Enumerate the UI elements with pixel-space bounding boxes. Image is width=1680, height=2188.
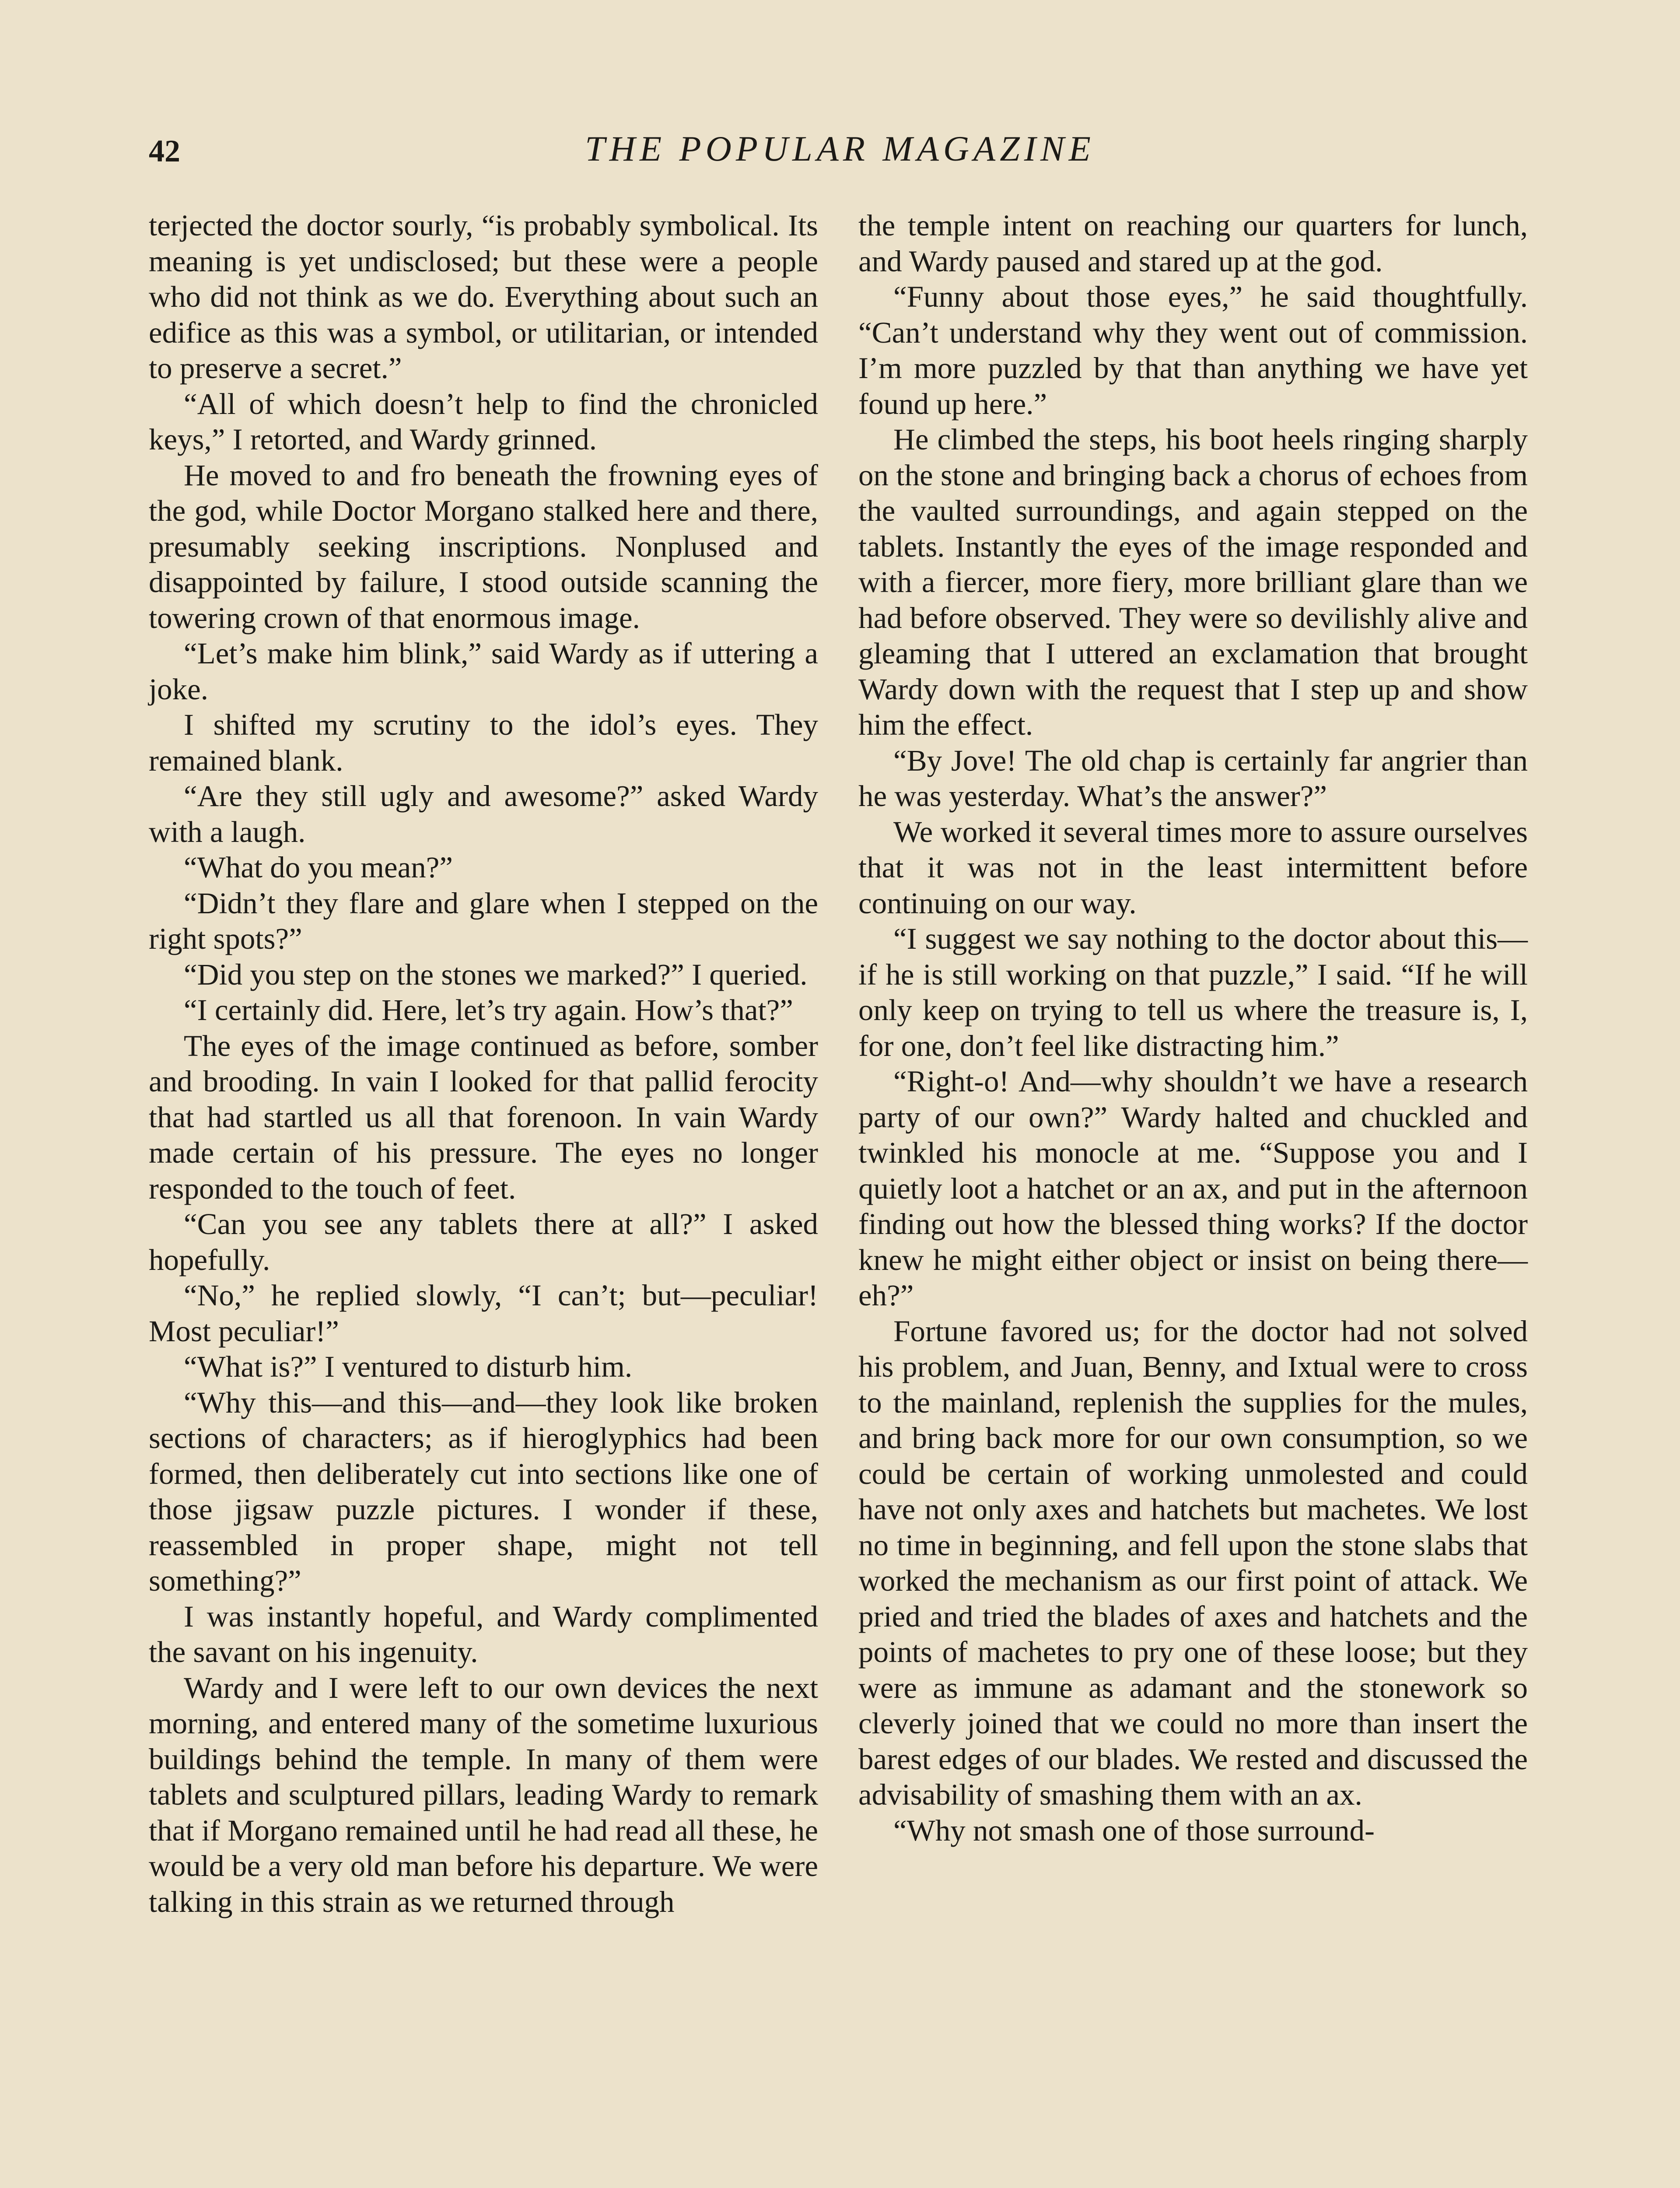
- paragraph: “Why not smash one of those surround-: [893, 1813, 1375, 1847]
- paragraph: “By Jove! The old chap is certainly far angrier than he was yesterday. What’s the answer?”: [858, 743, 1528, 813]
- paragraph: “Can you see any tablets there at all?” I asked hopefully.: [149, 1207, 818, 1276]
- paragraph: the temple intent on reaching our quarters for lunch, and Wardy paused and stared up at the god.: [858, 209, 1528, 278]
- paragraph: Fortune favored us; for the doctor had not solved his problem, and Juan, Benny, and Ixtual were to cross to the mainland, replenish the supplies for the mules, and bring back more for our own consumption, so we could be certain of working unmolested and could have not only axes and hatchets but machetes. We lost no time in beginning, and fell upon the stone slabs that worked the mechanism as our first point of attack. We pried and tried the blades of axes and hatchets and the points of machetes to pry one of these loose; but they were as immune as adamant and the stonework so cleverly joined that we could no more than insert the barest edges of our blades. We rested and discussed the advisability of smashing them with an ax.: [858, 1314, 1528, 1811]
- paragraph: “What do you mean?”: [184, 851, 453, 884]
- paragraph: “Funny about those eyes,” he said thoughtfully. “Can’t understand why they went out of commission. I’m more puzzled by that than anything we have yet found up here.”: [858, 280, 1528, 421]
- paragraph: “Didn’t they flare and glare when I stepped on the right spots?”: [149, 886, 818, 955]
- paragraph: I shifted my scrutiny to the idol’s eyes. They remained blank.: [149, 708, 818, 777]
- paragraph: I was instantly hopeful, and Wardy complimented the savant on his ingenuity.: [149, 1599, 818, 1669]
- paragraph: “All of which doesn’t help to find the chronicled keys,” I retorted, and Wardy grinned.: [149, 387, 818, 456]
- running-title: THE POPULAR MAGAZINE: [585, 129, 1095, 168]
- paragraph: “Let’s make him blink,” said Wardy as if uttering a joke.: [149, 637, 818, 706]
- paragraph: “Are they still ugly and awesome?” asked Wardy with a laugh.: [149, 779, 818, 849]
- paragraph: “Why this—and this—and—they look like broken sections of characters; as if hieroglyphics had been formed, then deliberately cut into sections like one of those jigsaw puzzle pictures. I wonder if these, reassembled in proper shape, might not tell something?”: [149, 1385, 818, 1597]
- paragraph: He moved to and fro beneath the frowning eyes of the god, while Doctor Morgano stalked here and there, presumably seeking inscriptions. Nonplused and disappointed by failure, I stood outside scanning the towering crown of that enormous image.: [149, 458, 818, 635]
- paragraph: “No,” he replied slowly, “I can’t; but—peculiar! Most peculiar!”: [149, 1279, 818, 1348]
- paragraph: He climbed the steps, his boot heels ringing sharply on the stone and bringing back a chorus of echoes from the vaulted surroundings, and again stepped on the tablets. Instantly the eyes of the image responded and with a fiercer, more fiery, more brilliant glare than we had before observed. They were so devilishly alive and gleaming that I uttered an exclamation that brought Wardy down with the request that I step up and show him the effect.: [858, 423, 1528, 741]
- page-header: [149, 127, 1531, 179]
- paragraph: “What is?” I ventured to disturb him.: [184, 1350, 633, 1383]
- paragraph: The eyes of the image continued as before, somber and brooding. In vain I looked for that pallid ferocity that had startled us all that forenoon. In vain Wardy made certain of his pressure. The eyes no longer responded to the touch of feet.: [149, 1029, 818, 1205]
- paragraph: “I certainly did. Here, let’s try again. How’s that?”: [184, 993, 793, 1027]
- paragraph: “Did you step on the stones we marked?” I queried.: [184, 957, 808, 991]
- paragraph: Wardy and I were left to our own devices the next morning, and entered many of the sometime luxurious buildings behind the temple. In many of them were tablets and sculptured pillars, leading Wardy to remark that if Morgano remained until he had read all these, he would be a very old man before his departure. We were talking in this strain as we returned through: [149, 1671, 818, 1918]
- paragraph: “I suggest we say nothing to the doctor about this—if he is still working on that puzzle,” I said. “If he will only keep on trying to tell us where the treasure is, I, for one, don’t feel like distracting him.”: [858, 922, 1528, 1062]
- paragraph: “Right-o! And—why shouldn’t we have a research party of our own?” Wardy halted and chuckled and twinkled his monocle at me. “Suppose you and I quietly loot a hatchet or an ax, and put in the afternoon finding out how the blessed thing works? If the doctor knew he might either object or insist on being there—eh?”: [858, 1065, 1528, 1312]
- page-number: 42: [149, 133, 180, 168]
- left-text-column: [149, 208, 818, 1920]
- right-text-column: [858, 208, 1528, 1848]
- paragraph: We worked it several times more to assure ourselves that it was not in the least intermittent before continuing on our way.: [858, 815, 1528, 920]
- paragraph: terjected the doctor sourly, “is probably symbolical. Its meaning is yet undisclosed; but these were a people who did not think as we do. Everything about such an edifice as this was a symbol, or utilitarian, or intended to preserve a secret.”: [149, 209, 818, 385]
